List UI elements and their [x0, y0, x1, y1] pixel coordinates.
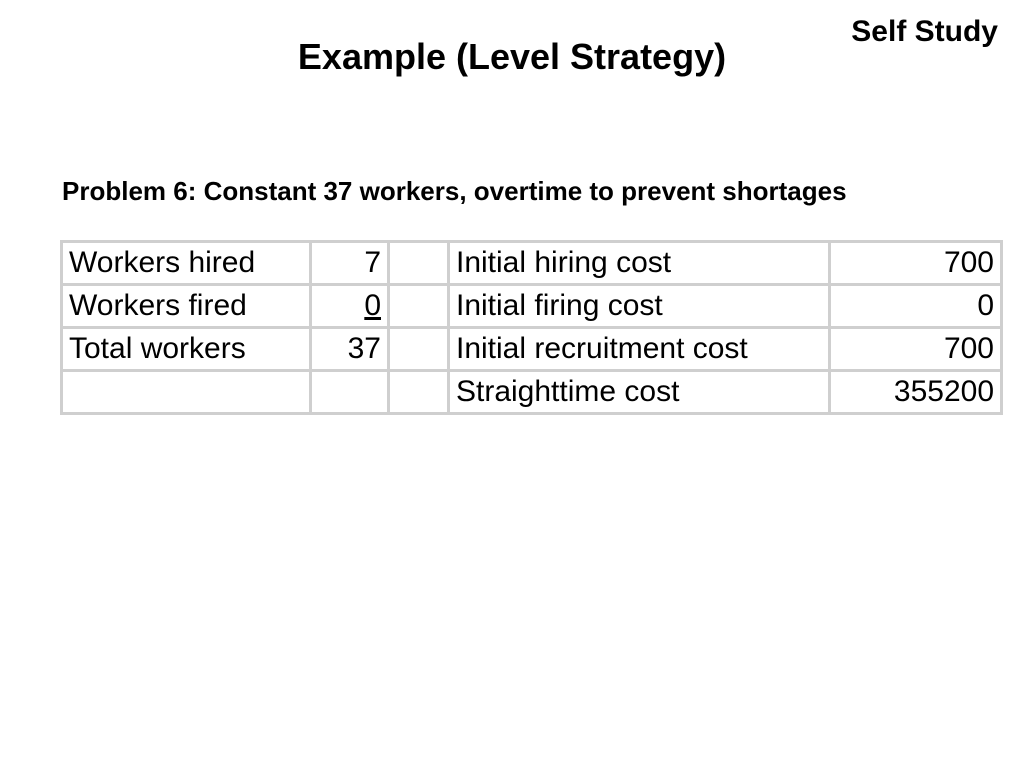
cost-label: Initial recruitment cost [449, 328, 830, 371]
cost-label: Initial hiring cost [449, 242, 830, 285]
spacer-cell [389, 242, 449, 285]
row-value [311, 285, 389, 328]
spacer-cell [389, 328, 449, 371]
cost-value: 0 [830, 285, 1002, 328]
table-row [62, 285, 1002, 328]
spacer-cell [389, 285, 449, 328]
row-label [62, 371, 311, 414]
spacer-cell [389, 371, 449, 414]
row-value: 7 [311, 242, 389, 285]
table-row [62, 328, 1002, 371]
self-study-tag: Self Study [851, 15, 998, 48]
problem-subtitle: Problem 6: Constant 37 workers, overtime to prevent shortages [62, 176, 847, 206]
cost-table [60, 240, 1003, 415]
row-label: Total workers [62, 328, 311, 371]
cost-value: 700 [830, 242, 1002, 285]
table-row [62, 371, 1002, 414]
row-value [311, 371, 389, 414]
cost-label: Straighttime cost [449, 371, 830, 414]
row-value-underlined: 0 [364, 289, 381, 322]
cost-value: 700 [830, 328, 1002, 371]
cost-value: 355200 [830, 371, 1002, 414]
row-label: Workers fired [62, 285, 311, 328]
row-label: Workers hired [62, 242, 311, 285]
row-value: 37 [311, 328, 389, 371]
slide-title: Example (Level Strategy) [297, 36, 727, 77]
cost-label: Initial firing cost [449, 285, 830, 328]
table-row [62, 242, 1002, 285]
